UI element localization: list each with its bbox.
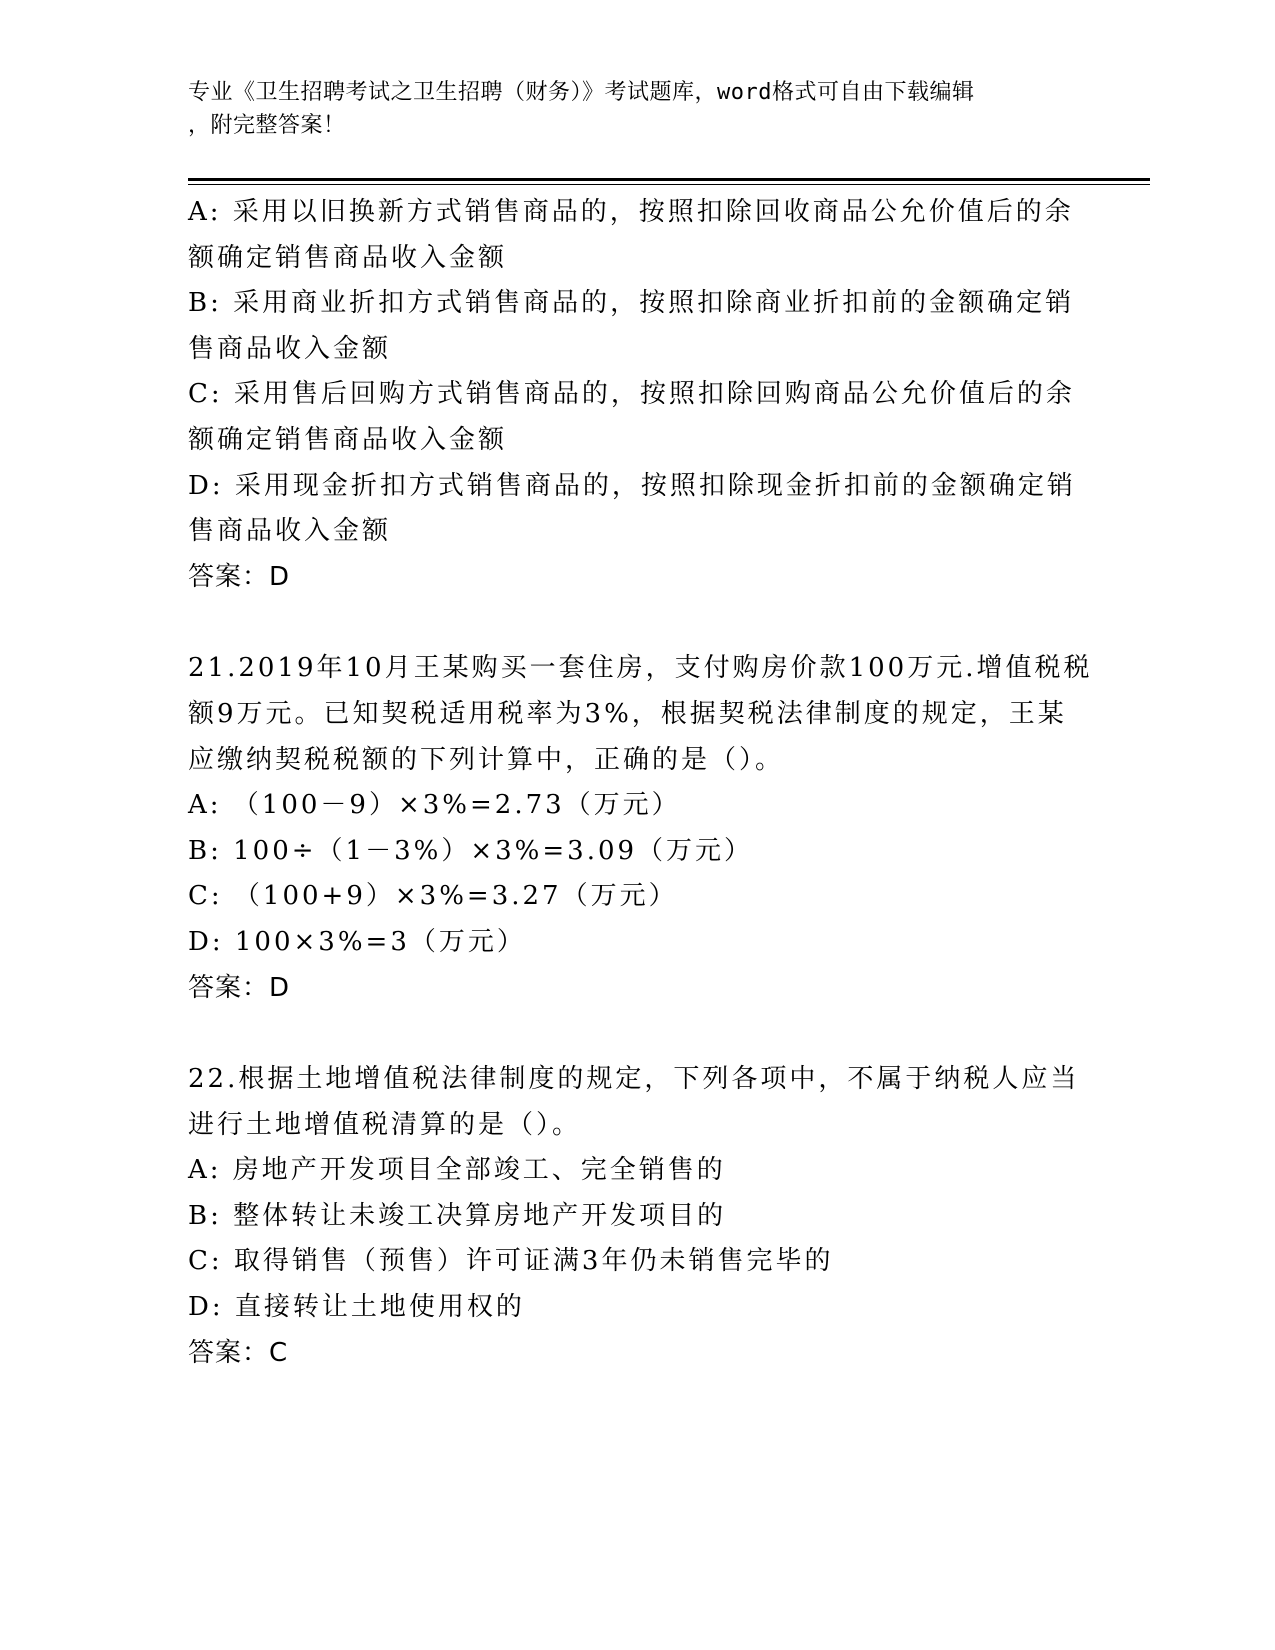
option-c: C: 取得销售（预售）许可证满3年仍未销售完毕的	[188, 1246, 834, 1277]
header-line-1: 专业《卫生招聘考试之卫生招聘（财务）》考试题库，word格式可自由下载编辑	[188, 80, 975, 105]
option-c-line-2: 额确定销售商品收入金额	[188, 424, 508, 455]
question-20-options	[188, 190, 1088, 600]
header-rule-thin	[188, 184, 1150, 185]
option-b-line-1: B: 采用商业折扣方式销售商品的，按照扣除商业折扣前的金额确定销	[188, 288, 1075, 319]
question-stem-line: 22.根据土地增值税法律制度的规定，下列各项中，不属于纳税人应当	[188, 1064, 1080, 1095]
option-d-line-2: 售商品收入金额	[188, 516, 392, 547]
option-d: D: 100×3%=3（万元）	[188, 926, 526, 957]
option-c-line-1: C: 采用售后回购方式销售商品的，按照扣除回购商品公允价值后的余	[188, 379, 1075, 410]
answer-line: 答案：C	[188, 1337, 289, 1368]
option-d-line-1: D: 采用现金折扣方式销售商品的，按照扣除现金折扣前的金额确定销	[188, 470, 1076, 501]
question-stem-line: 21.2019年10月王某购买一套住房，支付购房价款100万元.增值税税	[188, 653, 1093, 684]
header-line-2: ，附完整答案！	[188, 113, 346, 138]
option-a-line-1: A: 采用以旧换新方式销售商品的，按照扣除回收商品公允价值后的余	[188, 197, 1074, 227]
question-stem-line: 应缴纳契税税额的下列计算中，正确的是（）。	[188, 744, 785, 775]
option-a: A: 房地产开发项目全部竣工、完全销售的	[188, 1155, 726, 1186]
option-a-line-2: 额确定销售商品收入金额	[188, 242, 508, 273]
option-d: D: 直接转让土地使用权的	[188, 1292, 525, 1323]
question-21	[188, 646, 1093, 1011]
header-rule-thick	[188, 178, 1150, 181]
question-stem-line: 进行土地增值税清算的是（）。	[188, 1109, 582, 1140]
option-a: A: （100－9）×3%=2.73（万元）	[188, 790, 681, 821]
question-stem-line: 额9万元。已知契税适用税率为3%，根据契税法律制度的规定，王某	[188, 698, 1067, 729]
answer-line: 答案：D	[188, 561, 291, 592]
option-b: B: 整体转让未竣工决算房地产开发项目的	[188, 1200, 727, 1231]
question-22	[188, 1057, 1088, 1376]
question-content	[188, 190, 1093, 1376]
document-header	[188, 76, 1078, 142]
option-c: C: （100+9）×3%=3.27（万元）	[188, 881, 678, 912]
answer-line: 答案：D	[188, 972, 291, 1003]
option-b-line-2: 售商品收入金额	[188, 333, 392, 364]
option-b: B: 100÷（1－3%）×3%=3.09（万元）	[188, 835, 754, 866]
